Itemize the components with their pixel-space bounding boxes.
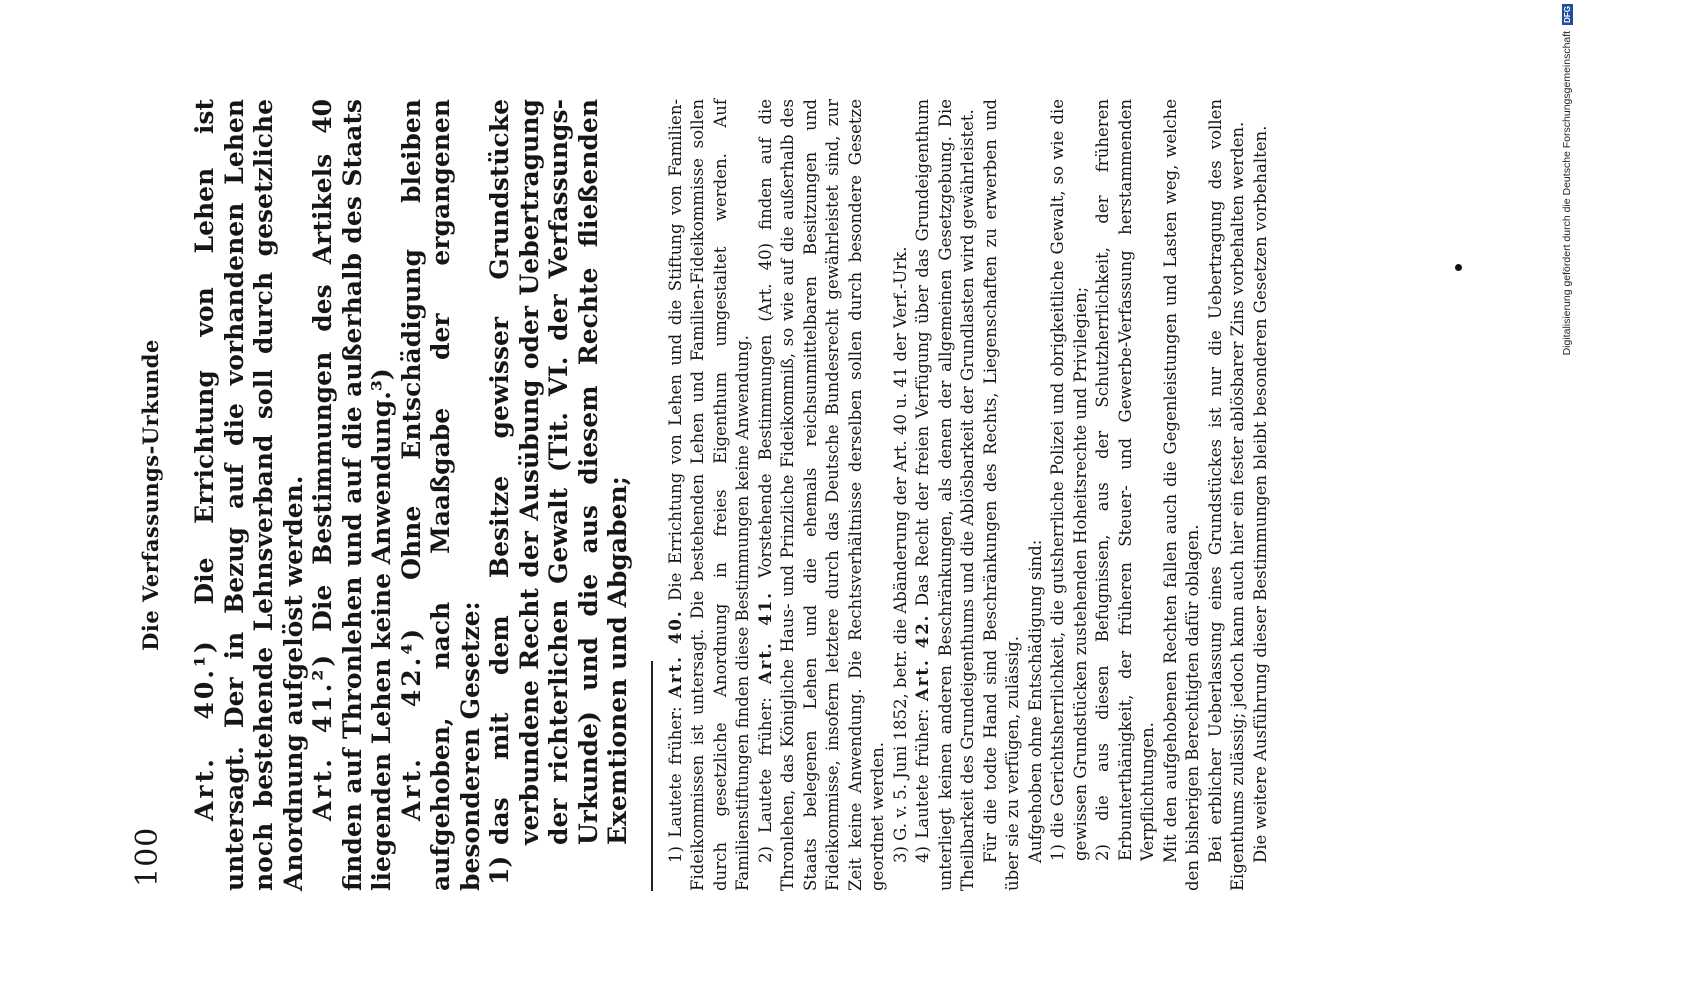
article-42-item-1 [485,99,633,891]
article-40-label: Art. 40.¹) [190,638,219,821]
footnote-4-paragraph: Mit den aufgehobenen Rechten fallen auch die Gegenleistungen und Lasten weg, welche den bisherigen Berechtigten dafür oblagen. [1160,99,1202,891]
running-head [130,85,178,905]
article-42-text: Ohne Entschädigung bleiben aufgehoben, nach Maaßgabe der ergangenen besonderen Gesetze: [396,99,485,891]
footnote-3-number: 3) [890,846,910,863]
footnote-2-label: Art. 41. [755,591,775,685]
article-41-label: Art. 41.²) [308,651,337,821]
footnote-4 [912,99,980,891]
footnote-2 [755,99,890,891]
footnote-1-lead: Lautete früher: [665,706,685,838]
footnote-2-text: Vorstehende Bestimmungen (Art. 40) finden auf die Thronlehen, das Königliche Haus- und Prinzliche Fideikommiß, so wie auf die außerhalb des Staats belegenen Lehen und die ehemals reichsunmittelbaren Besitzungen und Fideikommisse, insofern letztere durch das Deutsche Bundesrecht gewährleistet sind, zur Zeit keine Anwendung. Die Rechtsverhältnisse derselben sollen durch besondere Gesetze geordnet werden. [755,99,887,891]
article-40 [190,99,308,891]
footnote-1 [665,99,755,891]
footnote-4-text: Das Recht der freien Verfügung über das Grundeigenthum unterliegt keinen anderen Beschränkungen, als denen der allgemeinen Gesetzgebung. Die Theilbarkeit des Grundeigenthums und die Ablösbarkeit der Grundlasten wird gewährleistet. [913,98,977,891]
footnote-4-number: 4) [913,846,932,863]
article-40-text: Die Errichtung von Lehen ist untersagt. Der in Bezug auf die vorhandenen Lehen noch bestehende Lehnsverband soll durch gesetzliche Anordnung aufgelöst werden. [190,99,308,891]
footnote-2-lead: Lautete früher: [755,697,775,833]
digitization-credit [1558,0,1576,1000]
article-41 [308,99,397,891]
footnote-4-paragraph: Bei erblicher Ueberlassung eines Grundstückes ist nur die Uebertragung des vollen Eigenthums zulässig; jedoch kann auch hier ein fester ablösbarer Zins vorbehalten werden. [1205,99,1247,891]
footnote-1-number: 1) [665,846,685,863]
footnote-3-text: G. v. 5. Juni 1852, betr. die Abänderung der Art. 40 u. 41 der Verf.-Urk. [890,246,910,841]
footnote-rule [651,661,653,891]
footnote-4-label: Art. 42. [913,613,932,702]
dfg-logo: DFG [1562,6,1572,23]
article-42-label: Art. 42.⁴) [396,625,426,821]
footnote-1-text: Die Errichtung von Lehen und die Stiftung von Familien-Fideikommissen ist untersagt. Die bestehenden Lehen und Familien-Fideikommisse sollen durch gesetzliche Anordnung in freies Eigenthum umgestaltet werden. Auf Familienstiftungen finden diese Bestimmungen keine Anwendung. [665,98,752,891]
item-number: 1) [485,855,514,885]
main-text [178,85,633,905]
scanned-page [130,85,1510,905]
footnote-4-item: 1) die Gerichtsherrlichkeit, die gutsherrliche Polizei und obrigkeitliche Gewalt, so wie die gewissen Grundstücken zustehenden Hoheitsrechte und Privilegien; [1048,99,1090,861]
page-number: 100 [130,826,165,887]
item-text: das mit dem Besitze gewisser Grundstücke verbundene Recht der Ausübung oder Uebertragung der richterlichen Gewalt (Tit. VI. der Verfassungs-Urkunde) und die aus diesem Rechte fließenden Exemtionen und Abgaben; [485,99,632,845]
footnote-2-number: 2) [755,846,775,863]
credit-text: Digitalisierung gefördert durch die Deutsche Forschungsgemeinschaft [1561,30,1573,356]
footnote-1-label: Art. 40. [665,609,685,698]
footnotes [665,85,1273,905]
article-42 [397,99,486,891]
footnote-3 [890,99,913,891]
footnote-4-paragraph: Die weitere Ausführung dieser Bestimmungen bleibt besonderen Gesetzen vorbehalten. [1250,125,1270,863]
scan-speck [1455,264,1462,271]
footnote-4-paragraph: Für die todte Hand sind Beschränkungen des Rechts, Liegenschaften zu erwerben und über sie zu verfügen, zulässig. [980,99,1022,891]
footnote-4-lead: Lautete früher: [913,708,932,839]
footnote-4-item: 2) die aus diesen Befugnissen, aus der Schutzherrlichkeit, der früheren Erbunterthänigkeit, der früheren Steuer- und Gewerbe-Verfassung herstammenden Verpflichtungen. [1093,99,1157,861]
article-41-text: Die Bestimmungen des Artikels 40 finden auf Thronlehen und auf die außerhalb des Staats liegenden Lehen keine Anwendung.³) [308,99,396,891]
running-title: Die Verfassungs-Urkunde [138,339,163,651]
footnote-4-paragraph: Aufgehoben ohne Entschädigung sind: [1025,539,1045,863]
